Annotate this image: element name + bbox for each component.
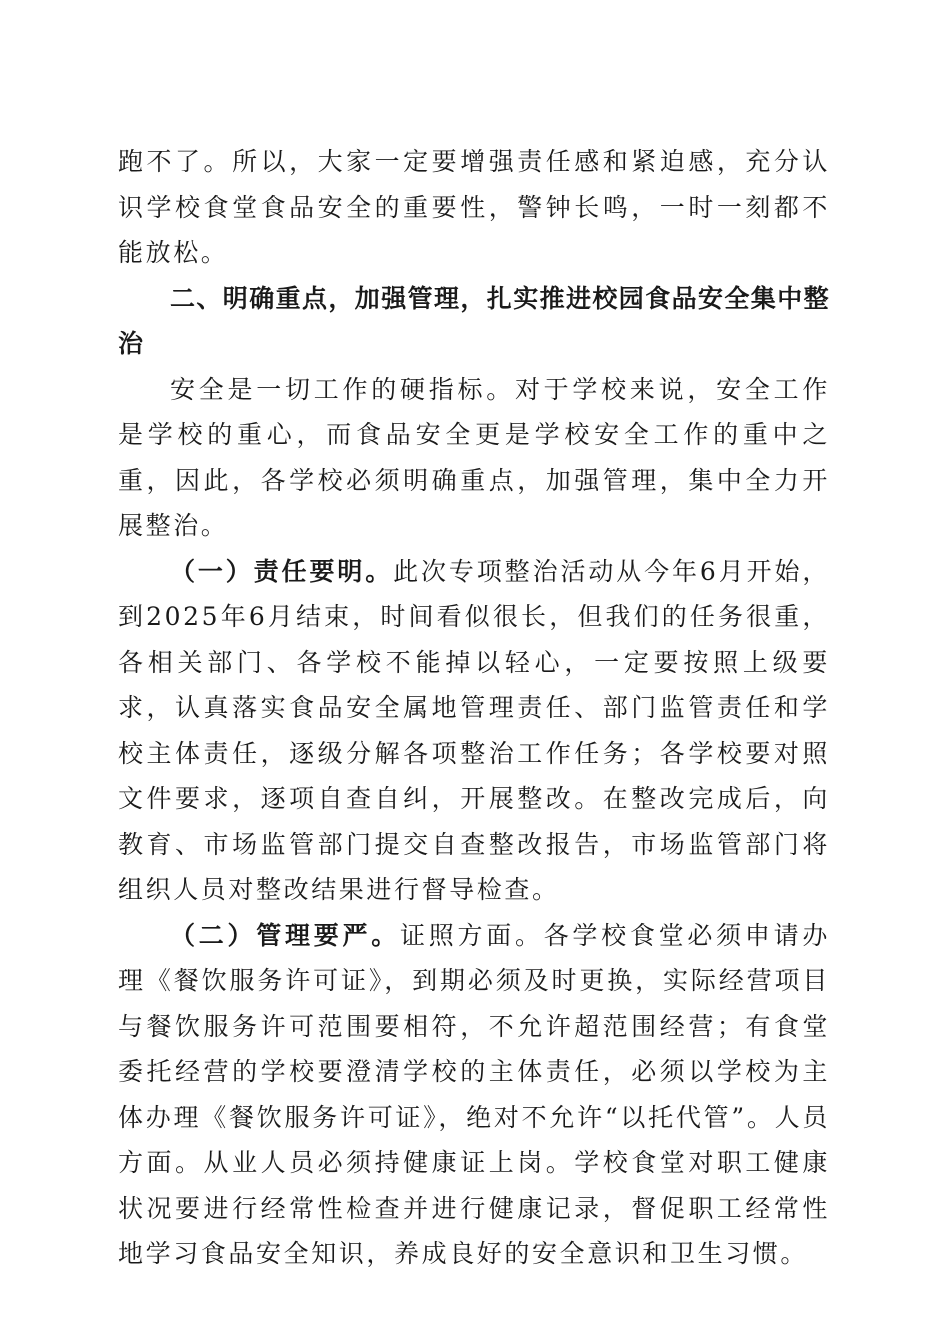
item-responsibility-body: 此次专项整治活动从今年6月开始，到2025年6月结束，时间看似很长，但我们的任务很重，各相关部门、各学校不能掉以轻心，一定要按照上级要求，认真落实食品安全属地管理责任、部门监管责任和学校主体责任，逐级分解各项整治工作任务；各学校要对照文件要求，逐项自查自纠，开展整改。在整改完成后，向教育、市场监管部门提交自查整改报告，市场监管部门将组织人员对整改结果进行督导检查。 xyxy=(118,556,830,904)
item-management-body: 证照方面。各学校食堂必须申请办理《餐饮服务许可证》，到期必须及时更换，实际经营项目与餐饮服务许可范围要相符，不允许超范围经营；有食堂委托经营的学校要澄清学校的主体责任，必须以学校为主体办理《餐饮服务许可证》，绝对不允许“以托代管”。人员方面。从业人员必须持健康证上岗。学校食堂对职工健康状况要进行经常性检查并进行健康记录，督促职工经常性地学习食品安全知识，养成良好的安全意识和卫生习惯。 xyxy=(118,920,830,1268)
section-intro-paragraph: 安全是一切工作的硬指标。对于学校来说，安全工作是学校的重心，而食品安全更是学校安全工作的重中之重，因此，各学校必须明确重点，加强管理，集中全力开展整治。 xyxy=(118,374,830,540)
document-body xyxy=(118,139,830,1277)
section-heading: 二、明确重点，加强管理，扎实推进校园食品安全集中整治 xyxy=(118,283,831,358)
item-responsibility-lead: （一）责任要明。 xyxy=(170,556,394,586)
paragraph-continuation: 跑不了。所以，大家一定要增强责任感和紧迫感，充分认识学校食堂食品安全的重要性，警钟长鸣，一时一刻都不能放松。 xyxy=(118,147,830,267)
item-management-lead: （二）管理要严。 xyxy=(170,920,400,950)
item-responsibility-paragraph xyxy=(118,549,830,913)
item-management-paragraph xyxy=(118,913,830,1277)
